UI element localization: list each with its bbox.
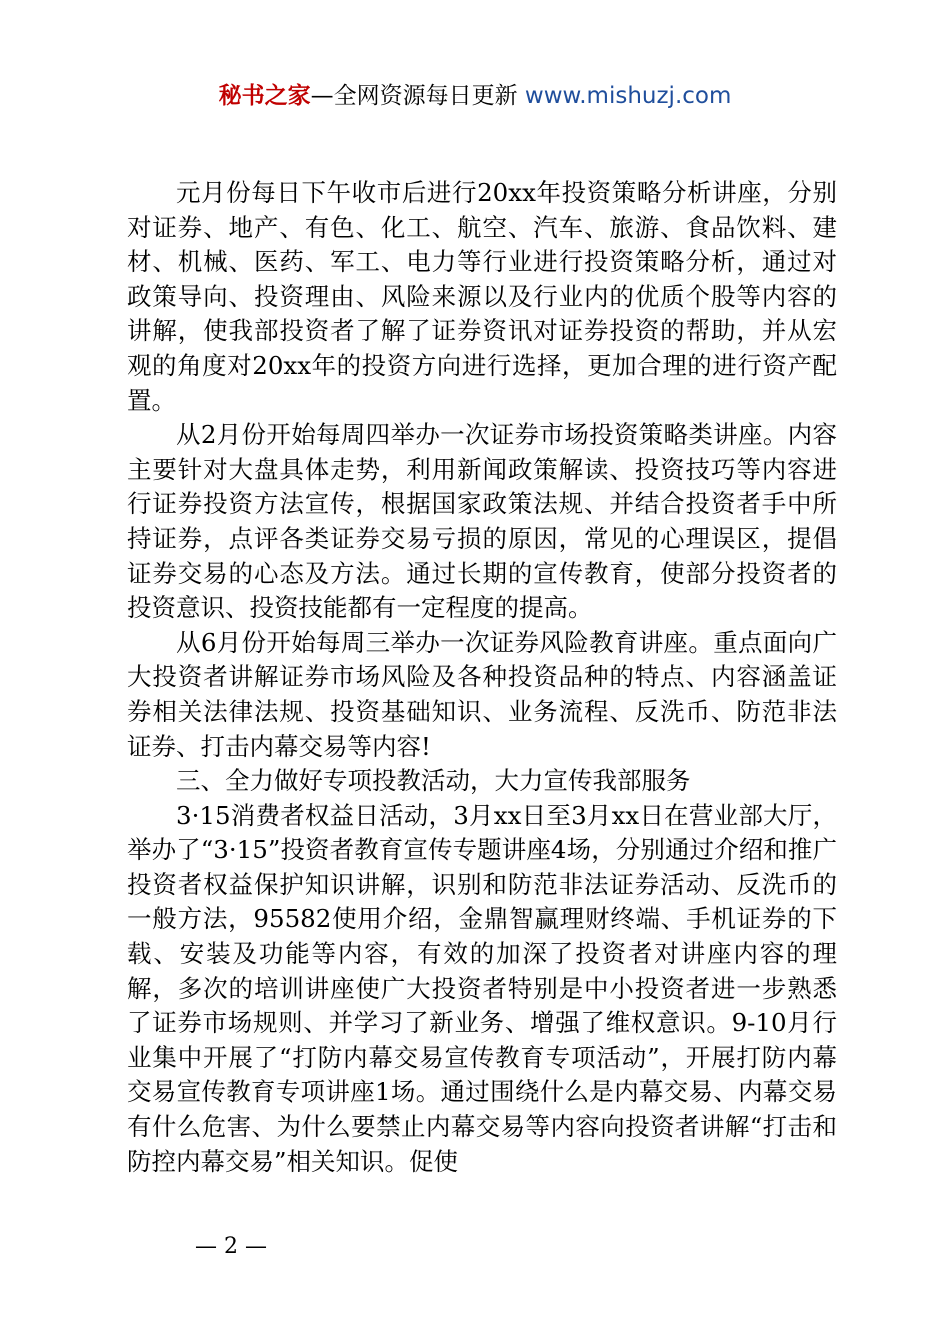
- paragraph-315-activities: 3·15消费者权益日活动，3月xx日至3月xx日在营业部大厅，举办了“3·15”投资者教育宣传专题讲座4场，分别通过介绍和推广投资者权益保护知识讲解，识别和防范非法证券活动、反洗币的一般方法，95582使用介绍，金鼎智赢理财终端、手机证券的下载、安装及功能等内容，有效的加深了投资者对讲座内容的理解，多次的培训讲座使广大投资者特别是中小投资者进一步熟悉了证券市场规则、并学习了新业务、增强了维权意识。9-10月行业集中开展了“打防内幕交易宣传教育专项活动”，开展打防内幕交易宣传教育专项讲座1场。通过围绕什么是内幕交易、内幕交易有什么危害、为什么要禁止内幕交易等内容向投资者讲解“打击和防控内幕交易”相关知识。促使: [127, 800, 837, 1176]
- paragraph-january-lectures: 元月份每日下午收市后进行20xx年投资策略分析讲座，分别对证券、地产、有色、化工、航空、汽车、旅游、食品饮料、建材、机械、医药、军工、电力等行业进行投资策略分析，通过对政策导向、投资理由、风险来源以及行业内的优质个股等内容的讲解，使我部投资者了解了证券资讯对证券投资的帮助，并从宏观的角度对20xx年的投资方向进行选择，更加合理的进行资产配置。: [127, 178, 837, 415]
- page-header: [0, 80, 950, 112]
- site-url-link[interactable]: www.mishuzj.com: [524, 83, 732, 109]
- document-body: [127, 176, 837, 1179]
- page-number: — 2 —: [195, 1234, 267, 1259]
- paragraph-thursday-lectures: 从2月份开始每周四举办一次证券市场投资策略类讲座。内容主要针对大盘具体走势，利用新闻政策解读、投资技巧等内容进行证券投资方法宣传，根据国家政策法规、并结合投资者手中所持证券，点评各类证券交易亏损的原因，常见的心理误区，提倡证券交易的心态及方法。通过长期的宣传教育，使部分投资者的投资意识、投资技能都有一定程度的提高。: [127, 420, 837, 623]
- site-brand: 秘书之家: [218, 83, 311, 109]
- paragraph-wednesday-lectures: 从6月份开始每周三举办一次证券风险教育讲座。重点面向广大投资者讲解证券市场风险及各种投资品种的特点、内容涵盖证券相关法律法规、投资基础知识、业务流程、反洗币、防范非法证券、打击内幕交易等内容!: [127, 627, 837, 761]
- site-slogan: —全网资源每日更新: [310, 83, 518, 109]
- section-heading: 三、全力做好专项投教活动，大力宣传我部服务: [176, 766, 691, 796]
